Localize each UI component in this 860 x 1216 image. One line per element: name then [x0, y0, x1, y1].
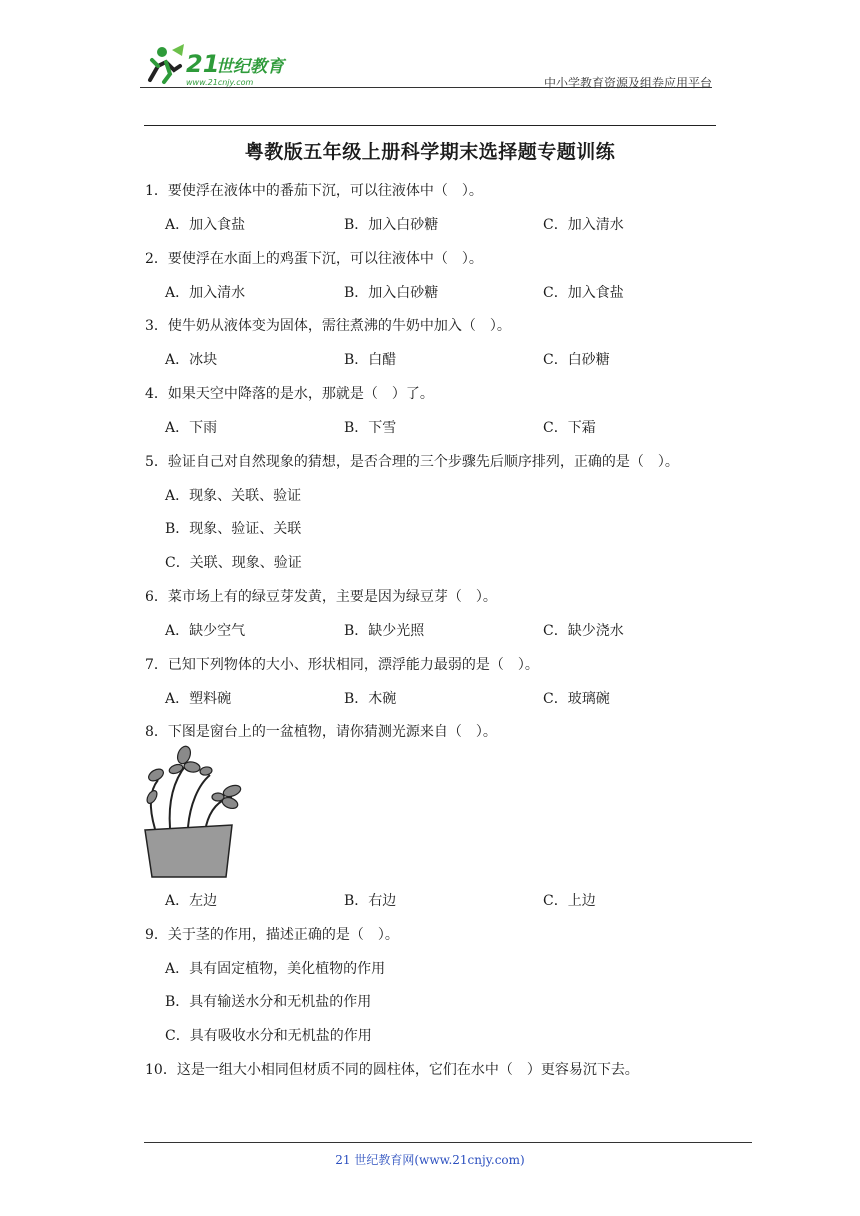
- q1-option-b: B．加入白砂糖: [344, 217, 439, 233]
- q3-option-a: A．冰块: [165, 352, 218, 368]
- q7-option-a: A．塑料碗: [165, 691, 232, 707]
- site-logo: [140, 40, 310, 90]
- question-9: 9．关于茎的作用，描述正确的是（ ）。: [145, 927, 399, 943]
- q8-option-c: C．上边: [543, 893, 596, 909]
- q3-option-c: C．白砂糖: [543, 352, 610, 368]
- q5-option-a: A．现象、关联、验证: [165, 488, 302, 504]
- footer-link[interactable]: 21 世纪教育网(www.21cnjy.com): [335, 1153, 525, 1167]
- q7-option-c: C．玻璃碗: [543, 691, 610, 707]
- q6-option-c: C．缺少浇水: [543, 623, 624, 639]
- q4-option-a: A．下雨: [165, 420, 218, 436]
- q4-option-b: B．下雪: [344, 420, 397, 436]
- q4-option-c: C．下霜: [543, 420, 596, 436]
- question-7: 7．已知下列物体的大小、形状相同，漂浮能力最弱的是（ ）。: [145, 657, 539, 673]
- q9-option-b: B．具有输送水分和无机盐的作用: [165, 994, 372, 1010]
- q9-option-a: A．具有固定植物，美化植物的作用: [165, 961, 386, 977]
- q5-option-c: C．关联、现象、验证: [165, 555, 302, 571]
- q1-option-c: C．加入清水: [543, 217, 624, 233]
- question-1: 1．要使浮在液体中的番茄下沉，可以往液体中（ ）。: [145, 183, 483, 199]
- q8-option-b: B．右边: [344, 893, 397, 909]
- question-6: 6．菜市场上有的绿豆芽发黄，主要是因为绿豆芽（ ）。: [145, 589, 497, 605]
- question-3: 3．使牛奶从液体变为固体，需往煮沸的牛奶中加入（ ）。: [145, 318, 511, 334]
- q2-option-a: A．加入清水: [165, 285, 246, 301]
- question-5: 5．验证自己对自然现象的猜想，是否合理的三个步骤先后顺序排列，正确的是（ ）。: [145, 454, 679, 470]
- question-2: 2．要使浮在水面上的鸡蛋下沉，可以往液体中（ ）。: [145, 251, 483, 267]
- title-rule: [144, 125, 716, 126]
- page-title: 粤教版五年级上册科学期末选择题专题训练: [244, 141, 616, 163]
- q8-option-a: A．左边: [165, 893, 218, 909]
- q6-option-a: A．缺少空气: [165, 623, 246, 639]
- q2-option-b: B．加入白砂糖: [344, 285, 439, 301]
- header-rule: [140, 87, 712, 88]
- footer-rule: [144, 1142, 752, 1143]
- q1-option-a: A．加入食盐: [165, 217, 246, 233]
- svg-text:世纪教育: 世纪教育: [216, 57, 284, 77]
- question-4: 4．如果天空中降落的是水，那就是（ ）了。: [145, 386, 434, 402]
- question-10: 10．这是一组大小相同但材质不同的圆柱体，它们在水中（ ）更容易沉下去。: [145, 1062, 639, 1078]
- q3-option-b: B．白醋: [344, 352, 397, 368]
- q7-option-b: B．木碗: [344, 691, 397, 707]
- page-header: [140, 40, 712, 92]
- svg-text:www.21cnjy.com: www.21cnjy.com: [186, 78, 254, 87]
- potted-plant-figure: [140, 745, 250, 880]
- svg-text:21: 21: [186, 50, 220, 78]
- q6-option-b: B．缺少光照: [344, 623, 425, 639]
- q9-option-c: C．具有吸收水分和无机盐的作用: [165, 1028, 372, 1044]
- q2-option-c: C．加入食盐: [543, 285, 624, 301]
- platform-label: 中小学教育资源及组卷应用平台: [543, 76, 712, 90]
- question-8: 8．下图是窗台上的一盆植物，请你猜测光源来自（ ）。: [145, 724, 497, 740]
- q5-option-b: B．现象、验证、关联: [165, 521, 302, 537]
